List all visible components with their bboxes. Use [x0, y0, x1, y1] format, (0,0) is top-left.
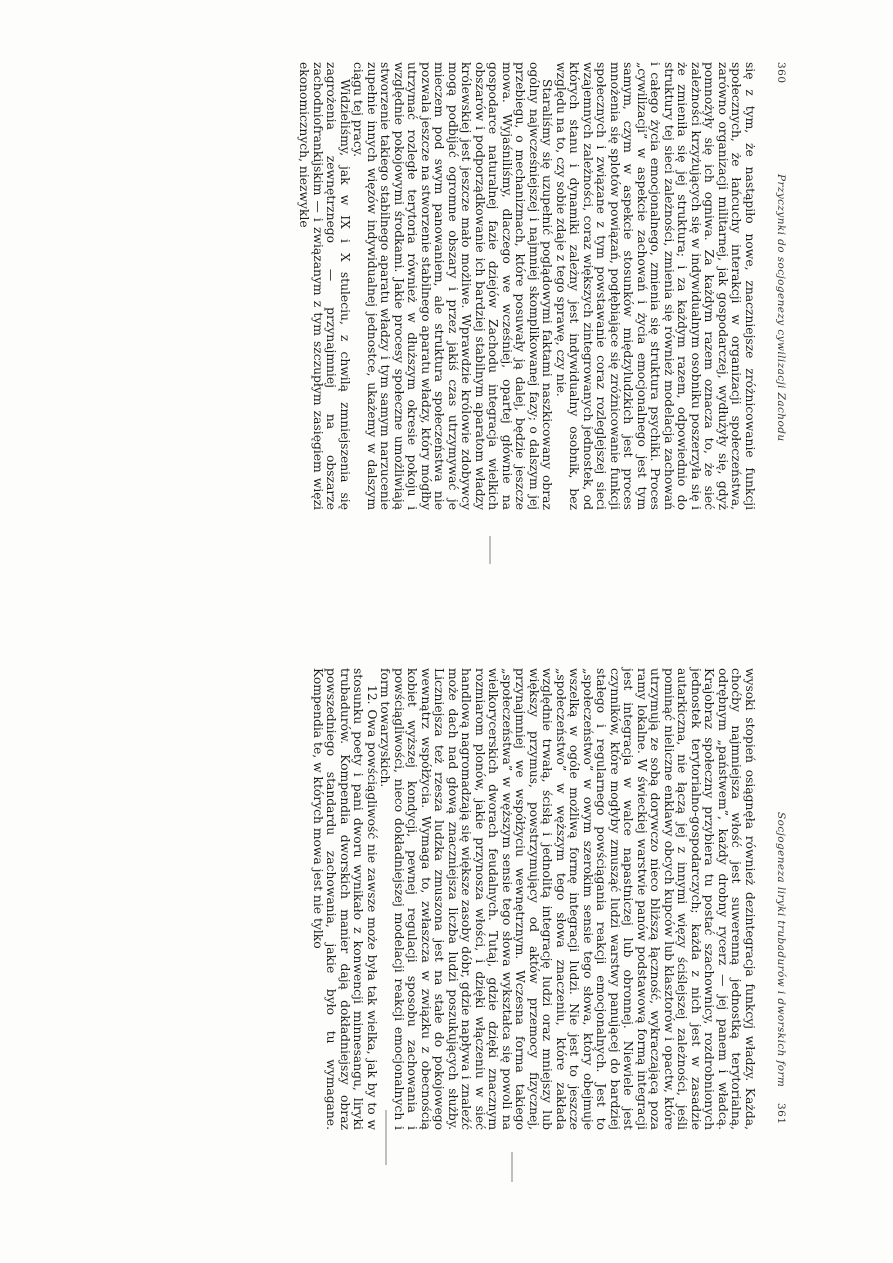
scan-artifact-dash	[511, 1152, 513, 1182]
paragraph: Staraliśmy się uzupełnić poglądowymi faktami naszkicowany obraz ogólny najwcześniejszej i najmniej skomplikowanej fazy; o dalszym jej przebiegu, o mechanizmach, które posuwały ją dalej, będzie jeszcze mowa. Wyjaśniliśmy, dlaczego we wcześniej, opartej głównie na gospodarce naturalnej fazie dziejów Zachodu integracja wielkich obszarów i podporządkowanie ich bardziej stabilnym aparatom władzy królewskiej jest jeszcze mało możliwe. Wprawdzie królowie zdobywcy mogą podbijać ogromne obszary i przez jakiś czas utrzymywać je mieczem pod swym panowaniem, ale struktura społeczeństwa nie pozwala jeszcze na stworzenie stabilnego aparatu władzy, który mógłby utrzymać rozległe terytoria również w dłuższym okresie pokoju i względnie pokojowymi środkami. Jakie procesy społeczne umożliwiają stworzenie takiego stabilnego aparatu władzy i tym samym narzucenie zupełnie innych więzów indywidualnej jednostce, ukażemy w dalszym ciągu tej pracy.	[351, 62, 555, 510]
paragraph: Widzieliśmy, jak w IX i X stuleciu, z chwilą zmniejszenia się zagrożenia zewnętrznego — przynajmniej na obszarze zachodniofrankijskim — i związanym z tym szczupłym zasięgiem więzi ekonomicznych, niezwykle	[297, 62, 352, 510]
right-page	[0, 622, 893, 1263]
paragraph: się z tym, że nastąpiło nowe, znaczniejsze zróżnicowanie funkcji społecznych, że łańcuchy interakcji w organizacji społeczeństwa, zarówno organizacji militarnej, jak gospodarczej, wydłużyły się, gdyż pomnożyły się ich ogniwa. Za każdym razem oznacza to, że sieć zależności krzyżujących się w indywidualnym osobniku poszerzyła się i że zmieniła się jej struktura; i za każdym razem, odpowiednio do struktury tej sieci zależności, zmienia się również modelacja zachowań i całego życia emocjonalnego, zmienia się struktura psychiki. Proces „cywilizacji” w aspekcie zachowań i życia emocjonalnego jest tym samym, czym w aspekcie stosunków międzyludzkich jest proces mnożenia się splotów powiązań, pogłębiające się zróżnicowanie funkcji społecznych i związane z tym powstawanie coraz rozleglejszej sieci wzajemnych zależności, coraz większych zintegrowanych jednostek, od których stanu i dynamiki zależny jest indywidualny osobnik, bez względu na to, czy sobie zdaje z tego sprawę, czy nie.	[554, 62, 757, 510]
page-number-right: 361	[775, 1103, 787, 1125]
left-page-body	[297, 62, 756, 510]
page-number-left: 360	[775, 62, 787, 84]
left-page	[0, 0, 893, 622]
running-head-left: Przyczynki do socjogenezy cywilizacji Zachodu	[775, 174, 787, 442]
scan-artifact-dash	[489, 536, 491, 564]
running-head-right: Socjogeneza liryki trubadurów i dworskich form	[775, 812, 787, 1088]
paragraph: wysoki stopień osiągnęła również dezintegracja funkcyj władzy. Każda, choćby najmniejsza włość jest suwerenną jednostką terytorialną, odrębnym „państwem”, każdy drobny rycerz — jej panem i władcą. Krajobraz społeczny przybiera tu postać szachownicy, rozdrobnionych jednostek terytorialno-gospodarczych; każda z nich jest w zasadzie autarkiczna, nie łączą jej z innymi więzy ściślejszej zależności, jeśli pominąć nieliczne enklawy obcych kupców lub klasztorów i opactw, które utrzymują ze sobą dorywczo nieco bliższą łączność, wykraczającą poza ramy lokalne. W świeckiej warstwie panów podstawową formą integracji jest integracja w walce napastniczej lub obronnej. Niewiele jest czynników, które mogłyby zmusząć ludzi warstwy panującej do bardziej stałego i regularnego powściągania reakcji emocjonalnych. Jest to „społeczeństwo” w owym szerokim sensie tego słowa, który obejmuje wszelką w ogóle możliwą formę integracji ludzi. Nie jest to jeszcze „społeczeństwo” w węższym tego słowa znaczeniu, które zakłada względnie trwałą, ścisłą i jednolitą integrację ludzi oraz mniejszy lub większy przymus, powstrzymujący od aktów przemocy fizycznej, przynajmniej we współżyciu wewnętrznym. Wczesna forma takiego „społeczeństwa” w węższym sensie tego słowa wykształca się powoli na wielkorycerskich dworach feudalnych. Tutaj, gdzie dzięki znacznym rozmiarom plonów, jakie przynosza włości, i dzięki włączeniu w sieć handlową nagromadzają się większe zasoby dóbr, gdzie napływa i znaleźć może dach nad głową znaczniejsza liczba ludzi poszukujących służby. Liczniejsza też rzesza ludzka zmuszona jest na stałe do pokojowego wewnątrz współżycia. Wymaga to, zwłaszcza w związku z obecnością kobiet wyższej kondycji, pewnej regulacji sposobu zachowania i powściągliwości, nieco dokładniejszej modelacji reakcji emocjonalnych i form towarzyskich.	[378, 668, 757, 1130]
scan-artifact-dash	[385, 1110, 387, 1165]
paragraph: 12. Owa powściągliwość nie zawsze może była tak wielka, jak by to w stosunku poety i pani dworu wynikało z konwencji minnesangu, liryki trubadurów. Kompendia dworskich manier dają dokładniejszy obraz powszedniego standardu zachowania, jakie było tu wymagane. Kompendia te, w których mowa jest nie tylko	[311, 668, 379, 1130]
right-page-body	[311, 668, 757, 1130]
